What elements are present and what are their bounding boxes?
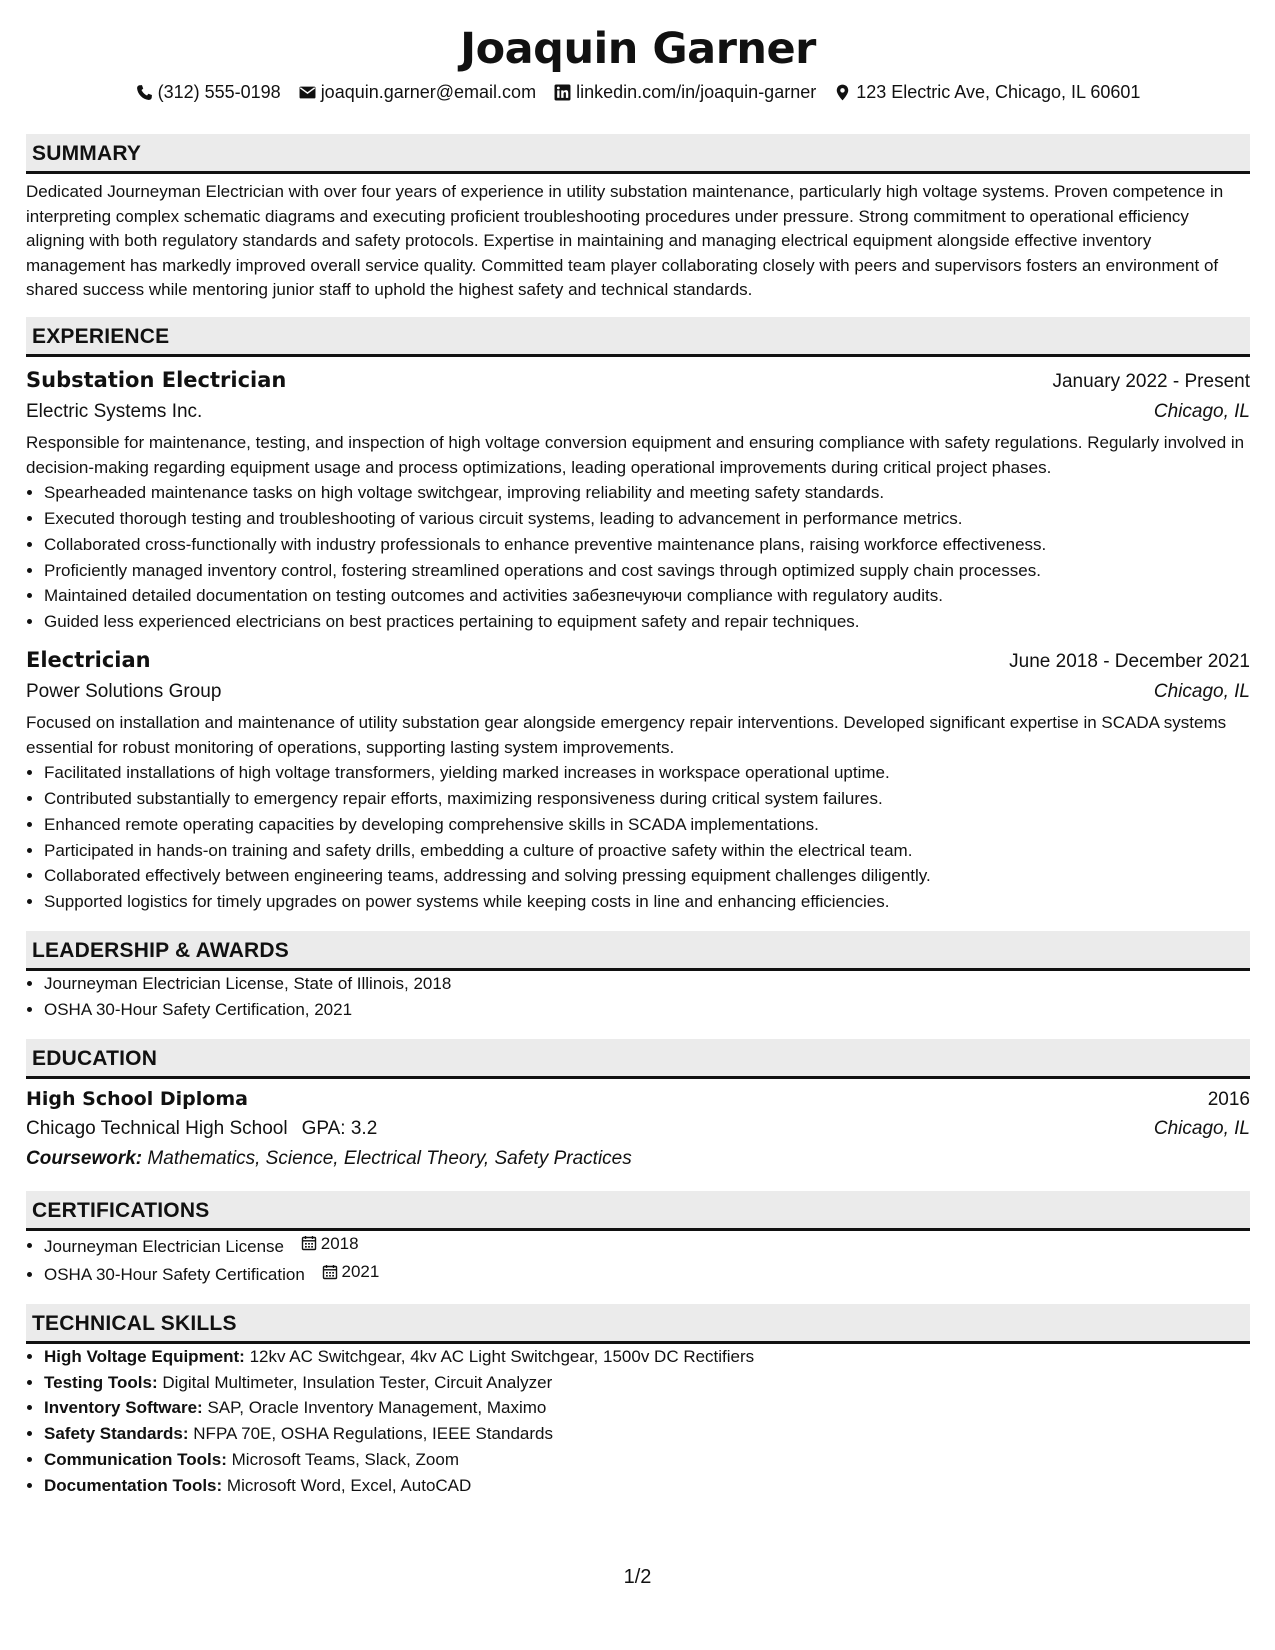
section-heading: SUMMARY: [26, 134, 1250, 174]
list-item: [44, 1447, 1250, 1473]
degree-title: High School Diploma: [26, 1087, 248, 1110]
skill-category: High Voltage Equipment:: [44, 1346, 245, 1366]
resume-page: [26, 22, 1250, 1499]
candidate-name: Joaquin Garner: [460, 24, 816, 74]
list-item: [44, 1370, 1250, 1396]
skill-category: Documentation Tools:: [44, 1475, 223, 1495]
contact-bar: [26, 80, 1250, 104]
job-title: Substation Electrician: [26, 367, 287, 392]
list-item: [44, 1395, 1250, 1421]
job-dates: January 2022 - Present: [1052, 370, 1250, 392]
job-entry: [26, 645, 1250, 915]
cert-year: 2018: [320, 1233, 359, 1253]
skill-values: 12kv AC Switchgear, 4kv AC Light Switchgear, 1500v DC Rectifiers: [249, 1346, 755, 1366]
skill-values: Microsoft Teams, Slack, Zoom: [231, 1450, 459, 1470]
graduation-year: 2016: [1207, 1088, 1250, 1110]
school-name: Chicago Technical High School: [26, 1117, 288, 1139]
gpa-value: GPA: 3.2: [301, 1117, 378, 1139]
job-dates: June 2018 - December 2021: [1009, 650, 1250, 672]
list-item: • Spearheaded maintenance tasks on high voltage switchgear, improving reliability and meeting safety standards.: [44, 480, 1250, 506]
coursework-line: [26, 1144, 1250, 1173]
linkedin-icon: [554, 84, 571, 101]
school-location: Chicago, IL: [1153, 1117, 1250, 1139]
phone-icon: [136, 84, 153, 101]
skill-category: Communication Tools:: [44, 1450, 227, 1470]
cert-name: Journeyman Electrician License: [44, 1236, 285, 1256]
skill-category: Safety Standards:: [44, 1424, 189, 1444]
linkedin-text: linkedin.com/in/joaquin-garner: [576, 82, 817, 102]
list-item: • Contributed substantially to emergency repair efforts, maximizing responsiveness during critical system failures.: [44, 786, 1250, 812]
section-heading: EDUCATION: [26, 1039, 1250, 1079]
company-name: Electric Systems Inc.: [26, 400, 203, 422]
job-description: Responsible for maintenance, testing, and inspection of high voltage conversion equipment and ensuring compliance with safety regulations. Regularly involved in decision-making regarding equipment usage and process optimizations, leading operational improvements during critical project phases.: [26, 432, 1245, 477]
job-description: Focused on installation and maintenance of utility substation gear alongside emergency repair interventions. Developed significant expertise in SCADA systems essential for robust monitoring of operations, supporting lasting system improvements.: [26, 712, 1227, 757]
email-text: joaquin.garner@email.com: [320, 82, 537, 102]
list-item: • Guided less experienced electricians on best practices pertaining to equipment safety and repair techniques.: [44, 609, 1250, 635]
list-item: [44, 1231, 1250, 1260]
job-title: Electrician: [26, 647, 151, 672]
cert-year: 2021: [341, 1262, 380, 1282]
section-heading: TECHNICAL SKILLS: [26, 1304, 1250, 1344]
page-number: 1/2: [623, 1566, 652, 1588]
list-item: • OSHA 30-Hour Safety Certification, 2021: [44, 997, 1250, 1023]
address-text: 123 Electric Ave, Chicago, IL 60601: [856, 82, 1141, 102]
awards-list: [26, 971, 1250, 1023]
envelope-icon: [299, 84, 316, 101]
contact-address: [834, 80, 1140, 104]
skill-values: SAP, Oracle Inventory Management, Maximo: [207, 1398, 547, 1418]
list-item: • Enhanced remote operating capacities by developing comprehensive skills in SCADA implementations.: [44, 812, 1250, 838]
coursework-list: Mathematics, Science, Electrical Theory, Safety Practices: [147, 1147, 632, 1169]
summary-section: [26, 134, 1250, 303]
list-item: [44, 1421, 1250, 1447]
skill-values: Digital Multimeter, Insulation Tester, Circuit Analyzer: [162, 1372, 553, 1392]
skills-list: [26, 1344, 1250, 1499]
list-item: • Maintained detailed documentation on testing outcomes and activities забезпечуючи compliance with regulatory audits.: [44, 583, 1250, 609]
calendar-icon: [322, 1264, 338, 1280]
coursework-label: Coursework:: [26, 1147, 143, 1169]
section-heading: EXPERIENCE: [26, 317, 1250, 357]
map-pin-icon: [834, 84, 851, 101]
skill-values: NFPA 70E, OSHA Regulations, IEEE Standards: [193, 1424, 553, 1444]
job-bullets: [26, 480, 1250, 635]
skill-category: Testing Tools:: [44, 1372, 158, 1392]
list-item: • Supported logistics for timely upgrades on power systems while keeping costs in line and enhancing efficiencies.: [44, 889, 1250, 915]
contact-email[interactable]: [299, 80, 536, 104]
list-item: [44, 1259, 1250, 1288]
list-item: • Executed thorough testing and troubleshooting of various circuit systems, leading to advancement in performance metrics.: [44, 506, 1250, 532]
company-name: Power Solutions Group: [26, 680, 222, 702]
contact-phone[interactable]: [136, 80, 281, 104]
section-heading: CERTIFICATIONS: [26, 1191, 1250, 1231]
calendar-icon: [301, 1235, 317, 1251]
experience-section: [26, 317, 1250, 915]
summary-text: Dedicated Journeyman Electrician with over four years of experience in utility substation maintenance, particularly high voltage systems. Proven competence in interpreting complex schematic diagrams and executing proficient troubleshooting procedures under pressure. Strong commitment to operational efficiency aligning with both regulatory standards and safety protocols. Expertise in maintaining and managing electrical equipment alongside effective inventory management has markedly improved overall service quality. Committed team player collaborating closely with peers and supervisors fosters an environment of shared success while mentoring junior staff to uphold the highest safety and technical standards.: [26, 182, 1224, 300]
job-bullets: [26, 760, 1250, 915]
certifications-section: [26, 1191, 1250, 1288]
phone-text: (312) 555-0198: [157, 82, 281, 102]
awards-section: [26, 931, 1250, 1023]
skill-values: Microsoft Word, Excel, AutoCAD: [226, 1475, 472, 1495]
job-location: Chicago, IL: [1153, 400, 1250, 422]
list-item: • Collaborated effectively between engineering teams, addressing and solving pressing equipment challenges diligently.: [44, 863, 1250, 889]
list-item: [44, 1344, 1250, 1370]
list-item: • Facilitated installations of high voltage transformers, yielding marked increases in workspace operational uptime.: [44, 760, 1250, 786]
education-section: [26, 1039, 1250, 1173]
skill-category: Inventory Software:: [44, 1398, 203, 1418]
list-item: • Participated in hands-on training and safety drills, embedding a culture of proactive safety within the electrical team.: [44, 838, 1250, 864]
list-item: • Proficiently managed inventory control, fostering streamlined operations and cost savings through optimized supply chain processes.: [44, 558, 1250, 584]
skills-section: [26, 1304, 1250, 1499]
cert-name: OSHA 30-Hour Safety Certification: [44, 1265, 305, 1285]
list-item: • Journeyman Electrician License, State of Illinois, 2018: [44, 971, 1250, 997]
contact-linkedin[interactable]: [554, 80, 816, 104]
section-heading: LEADERSHIP & AWARDS: [26, 931, 1250, 971]
job-location: Chicago, IL: [1153, 680, 1250, 702]
certifications-list: [26, 1231, 1250, 1288]
list-item: • Collaborated cross-functionally with industry professionals to enhance preventive maintenance plans, raising workforce effectiveness.: [44, 532, 1250, 558]
list-item: [44, 1473, 1250, 1499]
job-entry: [26, 365, 1250, 635]
